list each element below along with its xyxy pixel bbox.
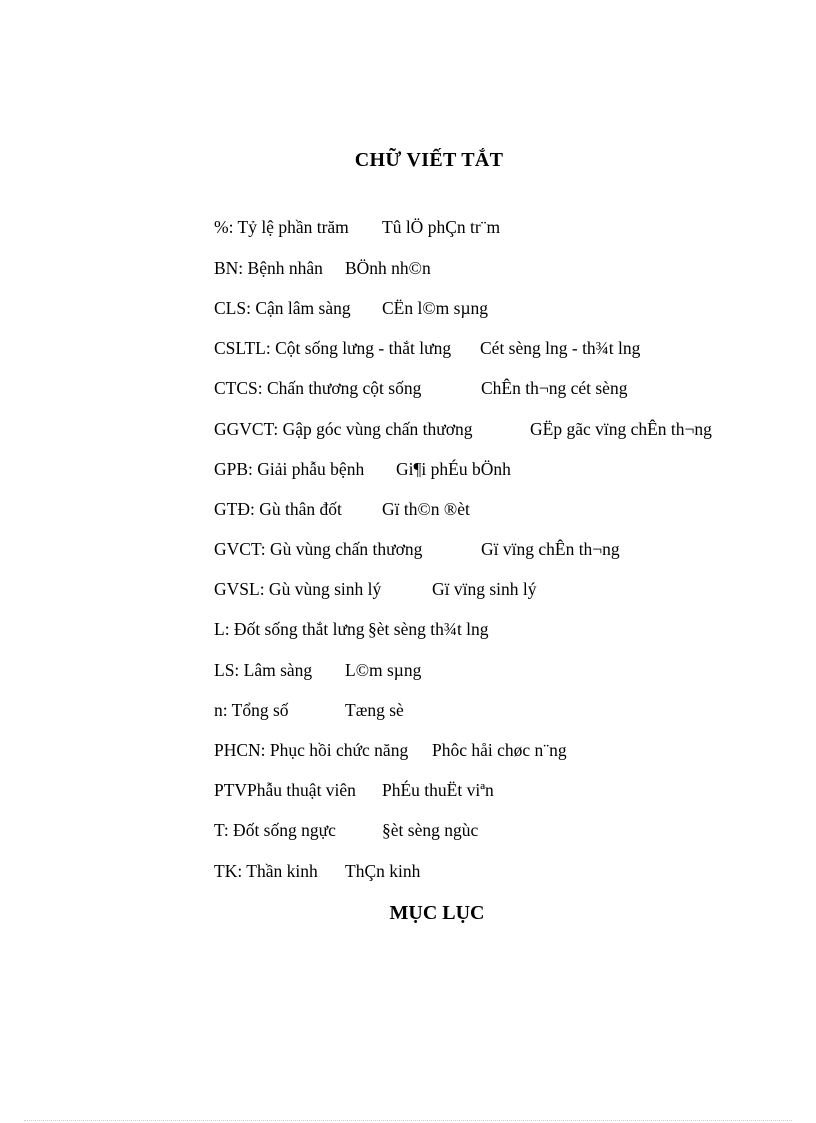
abbreviation-entry — [214, 739, 567, 761]
abbreviation-text: CSLTL: Cột sống lưng - thắt lưng — [214, 338, 452, 358]
page-bottom-divider — [24, 1120, 792, 1121]
abbreviation-text: PHCN: Phục hồi chức năng — [214, 740, 409, 760]
abbreviation-text: GTĐ: Gù thân đốt — [214, 499, 342, 519]
abbreviation-text: T: Đốt sống ngực — [214, 820, 336, 840]
abbreviation-encoded-text: L©m sµng — [345, 660, 422, 680]
abbreviation-text: TK: Thần kinh — [214, 861, 318, 881]
abbreviation-entry — [214, 257, 431, 279]
abbreviation-text: GGVCT: Gập góc vùng chấn thương — [214, 419, 473, 439]
abbreviation-encoded-text: Tæng sè — [345, 700, 404, 720]
abbreviation-entry — [214, 860, 421, 882]
abbreviation-encoded-text: ThÇn kinh — [345, 861, 421, 881]
abbreviation-entry — [214, 458, 511, 480]
abbreviation-entry — [214, 819, 479, 841]
abbreviation-encoded-text: Gi¶i phÉu bÖnh — [396, 459, 511, 479]
abbreviation-encoded-text: §èt sèng th¾t lng — [368, 619, 489, 639]
abbreviation-encoded-text: Tû lÖ phÇn tr¨m — [382, 217, 501, 237]
abbreviation-text: GVSL: Gù vùng sinh lý — [214, 579, 382, 599]
abbreviation-entry — [214, 659, 422, 681]
abbreviation-encoded-text: PhÉu thuËt viªn — [382, 780, 494, 800]
abbreviation-entry — [214, 578, 537, 600]
abbreviation-entry — [214, 418, 712, 440]
abbreviation-encoded-text: Gï vïng chÊn th¬ng — [481, 539, 620, 559]
abbreviation-text: GVCT: Gù vùng chấn thương — [214, 539, 423, 559]
abbreviation-text: LS: Lâm sàng — [214, 660, 313, 680]
abbreviation-entry — [214, 498, 470, 520]
abbreviation-text: BN: Bệnh nhân — [214, 258, 323, 278]
abbreviation-entry — [214, 377, 628, 399]
abbreviation-encoded-text: ChÊn th¬ng cét sèng — [481, 378, 628, 398]
abbreviation-encoded-text: Gï th©n ®èt — [382, 499, 470, 519]
abbreviation-encoded-text: §èt sèng ngùc — [382, 820, 479, 840]
abbreviation-encoded-text: Gï vïng sinh lý — [432, 579, 537, 599]
abbreviation-encoded-text: GËp gãc vïng chÊn th¬ng — [530, 419, 712, 439]
abbreviation-entry — [214, 337, 641, 359]
abbreviation-text: CLS: Cận lâm sàng — [214, 298, 351, 318]
abbreviation-text: PTVPhẫu thuật viên — [214, 780, 356, 800]
abbreviation-encoded-text: Phôc håi chøc n¨ng — [432, 740, 567, 760]
abbreviation-entry — [214, 297, 489, 319]
table-of-contents-heading: MỤC LỤC — [389, 902, 485, 924]
abbreviation-text: CTCS: Chấn thương cột sống — [214, 378, 422, 398]
abbreviation-encoded-text: CËn l©m sµng — [382, 298, 489, 318]
abbreviation-text: L: Đốt sống thắt lưng — [214, 619, 365, 639]
abbreviation-entry — [214, 699, 404, 721]
abbreviation-entry — [214, 538, 620, 560]
page-title: CHỮ VIẾT TẮT — [354, 149, 504, 171]
abbreviation-text: n: Tổng số — [214, 700, 289, 720]
abbreviation-entry — [214, 216, 501, 238]
abbreviation-entry — [214, 618, 489, 640]
abbreviation-encoded-text: BÖnh nh©n — [345, 258, 431, 278]
abbreviation-entry — [214, 779, 494, 801]
abbreviation-text: GPB: Giải phẫu bệnh — [214, 459, 365, 479]
abbreviation-text: %: Tỷ lệ phần trăm — [214, 217, 349, 237]
abbreviation-encoded-text: Cét sèng lng - th¾t lng — [480, 338, 641, 358]
